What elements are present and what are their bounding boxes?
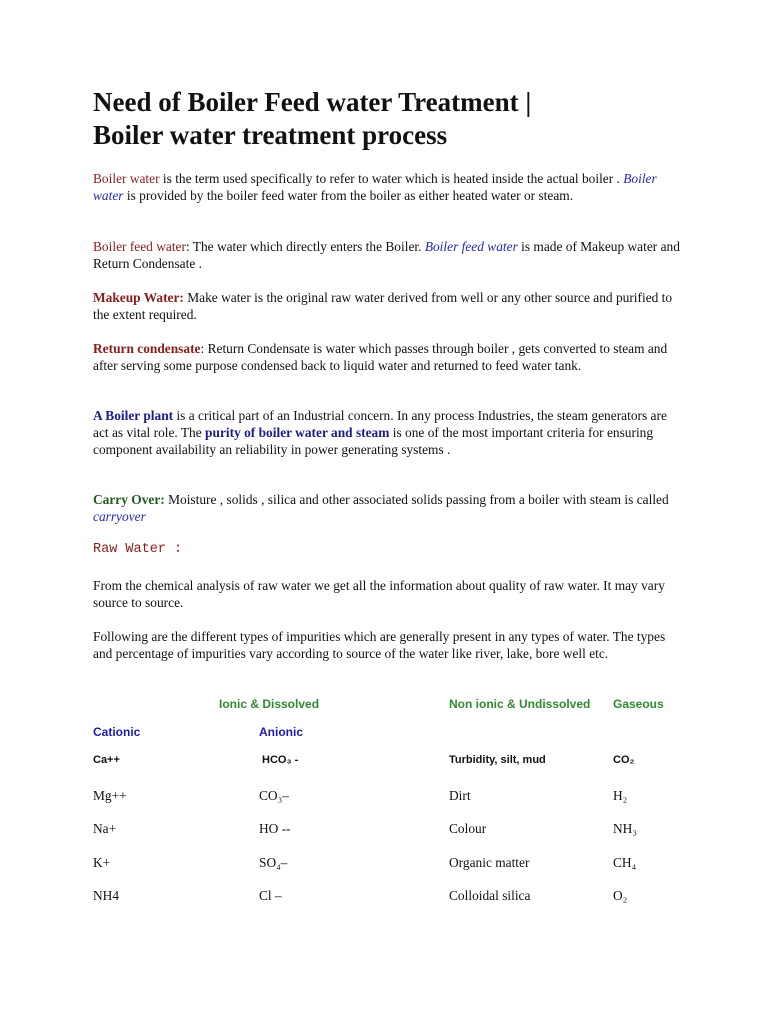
table-cell: Dirt [449,788,471,803]
paragraph-carry-over [93,491,683,525]
table-cell: Organic matter [449,855,530,870]
paragraph-impurities: Following are the different types of impurities which are generally present in any types of water. The types and percentage of impurities vary according to source of the water like river, lake, bore well etc. [93,629,666,661]
table-cell: Turbidity, silt, mud [449,754,546,766]
paragraph-chemical-analysis: From the chemical analysis of raw water we get all the information about quality of raw water. It may vary source to source. [93,578,665,610]
table-cell: Na+ [93,821,117,836]
table-cell: K+ [93,855,111,870]
col-header-anionic: Anionic [259,725,303,739]
paragraph-text: is a critical part of an Industrial concern. In any process Industries, the steam generators are act as vital role. The [93,408,667,440]
table-cell: CO₃– [259,788,289,803]
term-carry-over: Carry Over: [93,492,165,507]
group-header-ionic: Ionic & Dissolved [219,697,320,711]
term-return-condensate: Return condensate [93,341,201,356]
term-boiler-plant: A Boiler plant [93,408,174,423]
table-cell: Cl – [259,888,282,903]
paragraph-text: is made of Makeup water and Return Condensate . [93,239,680,271]
table-cell: NH₃ [613,821,638,836]
table-cell: Mg++ [93,788,127,803]
paragraph-text: is the term used specifically to refer to water which is heated inside the actual boiler . [159,171,624,186]
title-line-2: Boiler water treatment process [93,120,448,150]
link-boiler-feed-water[interactable]: Boiler feed water [424,239,518,254]
table-cell: CH₄ [613,855,637,870]
paragraph-text: is provided by the boiler feed water from the boiler as either heated water or steam. [123,188,574,203]
table-cell: O₂ [613,888,628,903]
paragraph-boiler-plant [93,407,683,458]
table-cell: SO₄– [259,855,288,870]
table-cell: Colloidal silica [449,888,531,903]
table-cell: Colour [449,821,487,836]
term-boiler-water: Boiler water [93,171,160,186]
col-header-cationic: Cationic [93,725,141,739]
paragraph-boiler-feed-water [93,238,683,272]
term-purity: purity of boiler water and steam [205,425,390,440]
table-cell: HO -- [259,821,291,836]
page-title [93,86,683,152]
link-boiler-water[interactable]: Boiler water [93,171,657,203]
paragraph-boiler-water [93,170,683,204]
paragraph-text: Make water is the original raw water derived from well or any other source and purified to the extent required. [93,290,673,322]
link-carryover[interactable]: carryover [93,509,146,524]
table-cell: CO₂ [613,754,635,766]
term-boiler-feed-water: Boiler feed water [93,239,186,254]
table-cell: HCO₃ - [262,754,299,766]
paragraph-makeup-water [93,289,683,323]
group-header-non-ionic: Non ionic & Undissolved [449,697,591,711]
term-makeup-water: Makeup Water: [93,290,184,305]
group-header-gaseous: Gaseous [613,697,664,711]
paragraph-text: is one of the most important criteria for ensuring component availability an reliability in power generating systems . [93,425,654,457]
document-page [93,86,683,903]
paragraph-text: : Return Condensate is water which passes through boiler , gets converted to steam and after serving some purpose condensed back to liquid water and returned to feed water tank. [93,341,668,373]
title-line-1: Need of Boiler Feed water Treatment | [93,87,532,117]
paragraph-text: : The water which directly enters the Boiler. [185,239,425,254]
table-cell: H₂ [613,788,628,803]
section-title-raw-water: Raw Water : [93,542,183,557]
paragraph-return-condensate [93,340,683,374]
table-cell: Ca++ [93,754,120,766]
table-cell: NH4 [93,888,120,903]
paragraph-text: Moisture , solids , silica and other associated solids passing from a boiler with steam is called [164,492,669,507]
